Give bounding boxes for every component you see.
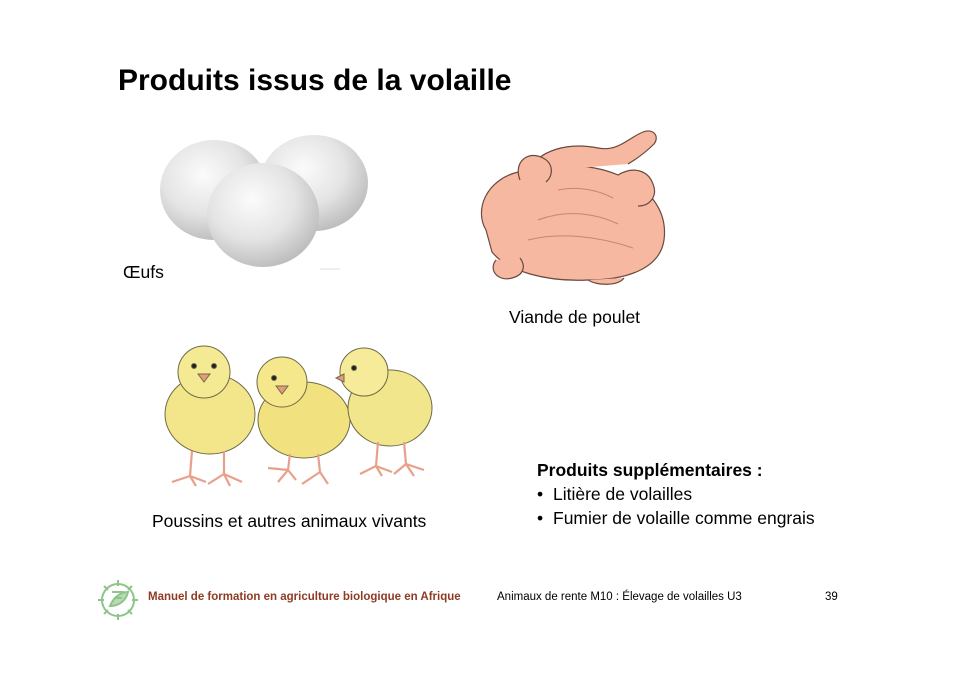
- meat-caption: Viande de poulet: [509, 307, 641, 327]
- slide-title: Produits issus de la volaille: [118, 64, 512, 97]
- chicks-illustration: [132, 336, 437, 488]
- page-number: 39: [825, 591, 838, 603]
- list-item: • Litière de volailles: [537, 482, 815, 506]
- supplementary-list: [537, 482, 815, 530]
- organic-logo-icon: [96, 578, 140, 622]
- list-item: • Fumier de volaille comme engrais: [537, 506, 815, 530]
- eggs-illustration: [150, 128, 380, 273]
- supplementary-products: [537, 458, 815, 530]
- supplementary-heading: Produits supplémentaires :: [537, 460, 763, 480]
- chicks-caption: Poussins et autres animaux vivants: [152, 511, 427, 531]
- footer-manual-title: Manuel de formation en agriculture biologique en Afrique: [148, 591, 461, 603]
- eggs-caption: Œufs: [123, 262, 164, 282]
- raw-chicken-illustration: [468, 120, 673, 290]
- footer-module-title: Animaux de rente M10 : Élevage de volailles U3: [497, 591, 742, 603]
